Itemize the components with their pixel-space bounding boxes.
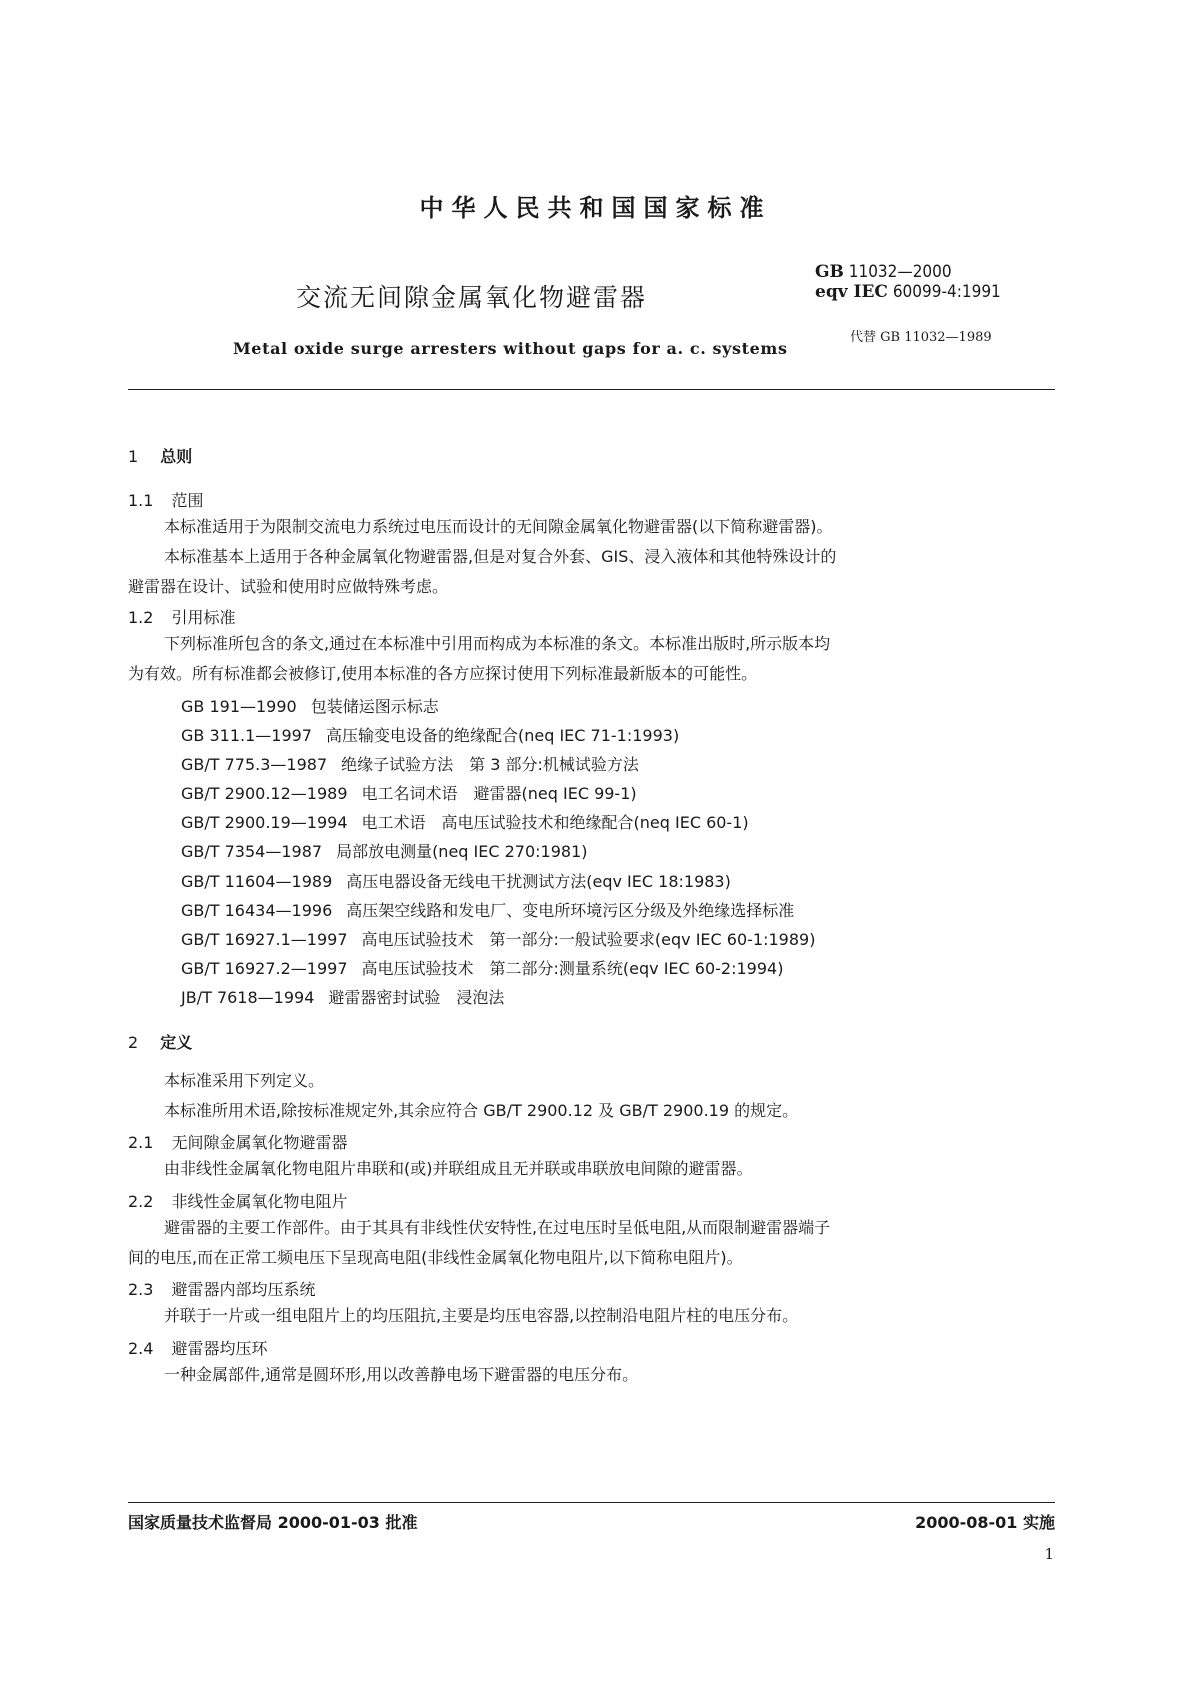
page-number: 1: [1044, 1545, 1054, 1563]
section-title: 定义: [160, 1033, 193, 1052]
reference-title: 高压输变电设备的绝缘配合(neq IEC 71-1:1993): [325, 726, 680, 745]
subsection-title: 避雷器内部均压系统: [171, 1280, 316, 1299]
paragraph: 本标准基本上适用于各种金属氧化物避雷器,但是对复合外套、GIS、浸入液体和其他特殊设计的: [164, 547, 837, 566]
subsection-title: 避雷器均压环: [171, 1339, 268, 1358]
reference-title: 高压电器设备无线电干扰测试方法(eqv IEC 18:1983): [346, 872, 731, 891]
paragraph: 一种金属部件,通常是圆环形,用以改善静电场下避雷器的电压分布。: [164, 1365, 639, 1384]
section-number: 2: [128, 1033, 139, 1052]
subsection-number: 1.1: [128, 491, 154, 510]
reference-title: 包装储运图示标志: [310, 697, 439, 716]
reference-code: GB/T 16927.1—1997: [181, 930, 348, 949]
reference-code: GB/T 2900.12—1989: [181, 784, 348, 803]
reference-item: [181, 781, 637, 804]
paragraph: 本标准适用于为限制交流电力系统过电压而设计的无间隙金属氧化物避雷器(以下简称避雷器)。: [164, 517, 833, 536]
replaces-note: 代替 GB 11032—1989: [850, 330, 992, 345]
section-2-3-heading: [128, 1277, 315, 1300]
paragraph: 本标准所用术语,除按标准规定外,其余应符合 GB/T 2900.12 及 GB/T 2900.19 的规定。: [164, 1101, 799, 1120]
paragraph: 避雷器的主要工作部件。由于其具有非线性伏安特性,在过电压时呈低电阻,从而限制避雷器端子: [164, 1218, 831, 1237]
eqv-label: eqv IEC: [815, 282, 888, 302]
section-title: 总则: [160, 447, 193, 466]
subsection-number: 2.4: [128, 1339, 154, 1358]
section-number: 1: [128, 447, 139, 466]
reference-code: GB/T 7354—1987: [181, 842, 323, 861]
subsection-number: 2.2: [128, 1192, 154, 1211]
paragraph: 本标准采用下列定义。: [164, 1071, 325, 1090]
reference-item: [181, 985, 504, 1008]
paragraph: 并联于一片或一组电阻片上的均压阻抗,主要是均压电容器,以控制沿电阻片柱的电压分布。: [164, 1306, 799, 1325]
section-1-heading: [128, 444, 192, 467]
reference-title: 高电压试验技术 第一部分:一般试验要求(eqv IEC 60-1:1989): [361, 930, 816, 949]
reference-title: 高电压试验技术 第二部分:测量系统(eqv IEC 60-2:1994): [361, 959, 784, 978]
reference-item: [181, 839, 588, 862]
section-2-1-heading: [128, 1130, 347, 1153]
section-1-2-heading: [128, 605, 235, 628]
paragraph: 避雷器在设计、试验和使用时应做特殊考虑。: [128, 577, 449, 596]
paragraph: 间的电压,而在正常工频电压下呈现高电阻(非线性金属氧化物电阻片,以下简称电阻片)。: [128, 1248, 743, 1267]
header-divider: [128, 389, 1055, 390]
subsection-title: 非线性金属氧化物电阻片: [171, 1192, 348, 1211]
reference-code: GB 311.1—1997: [181, 726, 312, 745]
footer-divider: [128, 1502, 1055, 1503]
reference-code: GB/T 16434—1996: [181, 901, 333, 920]
subsection-number: 1.2: [128, 608, 154, 627]
reference-item: [181, 869, 731, 892]
reference-item: [181, 723, 679, 746]
reference-code: GB 191—1990: [181, 697, 297, 716]
section-1-1-heading: [128, 488, 203, 511]
reference-code: GB/T 11604—1989: [181, 872, 333, 891]
reference-item: [181, 927, 815, 950]
reference-title: 绝缘子试验方法 第 3 部分:机械试验方法: [341, 755, 639, 774]
standard-number-block: [815, 262, 1001, 302]
section-2-2-heading: [128, 1189, 347, 1212]
effective-date-note: 2000-08-01 实施: [915, 1513, 1055, 1532]
reference-title: 局部放电测量(neq IEC 270:1981): [336, 842, 588, 861]
reference-item: [181, 956, 783, 979]
reference-code: GB/T 775.3—1987: [181, 755, 328, 774]
gb-label: GB: [815, 262, 844, 282]
reference-item: [181, 694, 439, 717]
approval-note: 国家质量技术监督局 2000-01-03 批准: [128, 1513, 418, 1532]
subsection-title: 引用标准: [171, 608, 236, 627]
subsection-number: 2.3: [128, 1280, 154, 1299]
paragraph: 为有效。所有标准都会被修订,使用本标准的各方应探讨使用下列标准最新版本的可能性。: [128, 664, 758, 683]
reference-item: [181, 810, 749, 833]
section-2-4-heading: [128, 1336, 267, 1359]
subsection-number: 2.1: [128, 1133, 154, 1152]
standard-title-cn: 交流无间隙金属氧化物避雷器: [296, 283, 648, 312]
subsection-title: 范围: [171, 491, 204, 510]
eqv-number: 60099-4:1991: [892, 282, 1001, 302]
reference-title: 电工名词术语 避雷器(neq IEC 99-1): [361, 784, 637, 803]
paragraph: 由非线性金属氧化物电阻片串联和(或)并联组成且无并联或串联放电间隙的避雷器。: [164, 1159, 753, 1178]
standard-title-en: Metal oxide surge arresters without gaps for a. c. systems: [233, 339, 788, 358]
section-2-heading: [128, 1030, 192, 1053]
reference-title: 电工术语 高电压试验技术和绝缘配合(neq IEC 60-1): [361, 813, 749, 832]
gb-number: 11032—2000: [848, 262, 952, 282]
reference-code: JB/T 7618—1994: [181, 988, 315, 1007]
reference-code: GB/T 2900.19—1994: [181, 813, 348, 832]
paragraph: 下列标准所包含的条文,通过在本标准中引用而构成为本标准的条文。本标准出版时,所示版本均: [164, 634, 831, 653]
reference-item: [181, 898, 794, 921]
reference-item: [181, 752, 639, 775]
subsection-title: 无间隙金属氧化物避雷器: [171, 1133, 348, 1152]
national-standard-heading: 中华人民共和国国家标准: [419, 194, 772, 222]
reference-code: GB/T 16927.2—1997: [181, 959, 348, 978]
reference-title: 避雷器密封试验 浸泡法: [328, 988, 505, 1007]
reference-title: 高压架空线路和发电厂、变电所环境污区分级及外绝缘选择标准: [346, 901, 795, 920]
